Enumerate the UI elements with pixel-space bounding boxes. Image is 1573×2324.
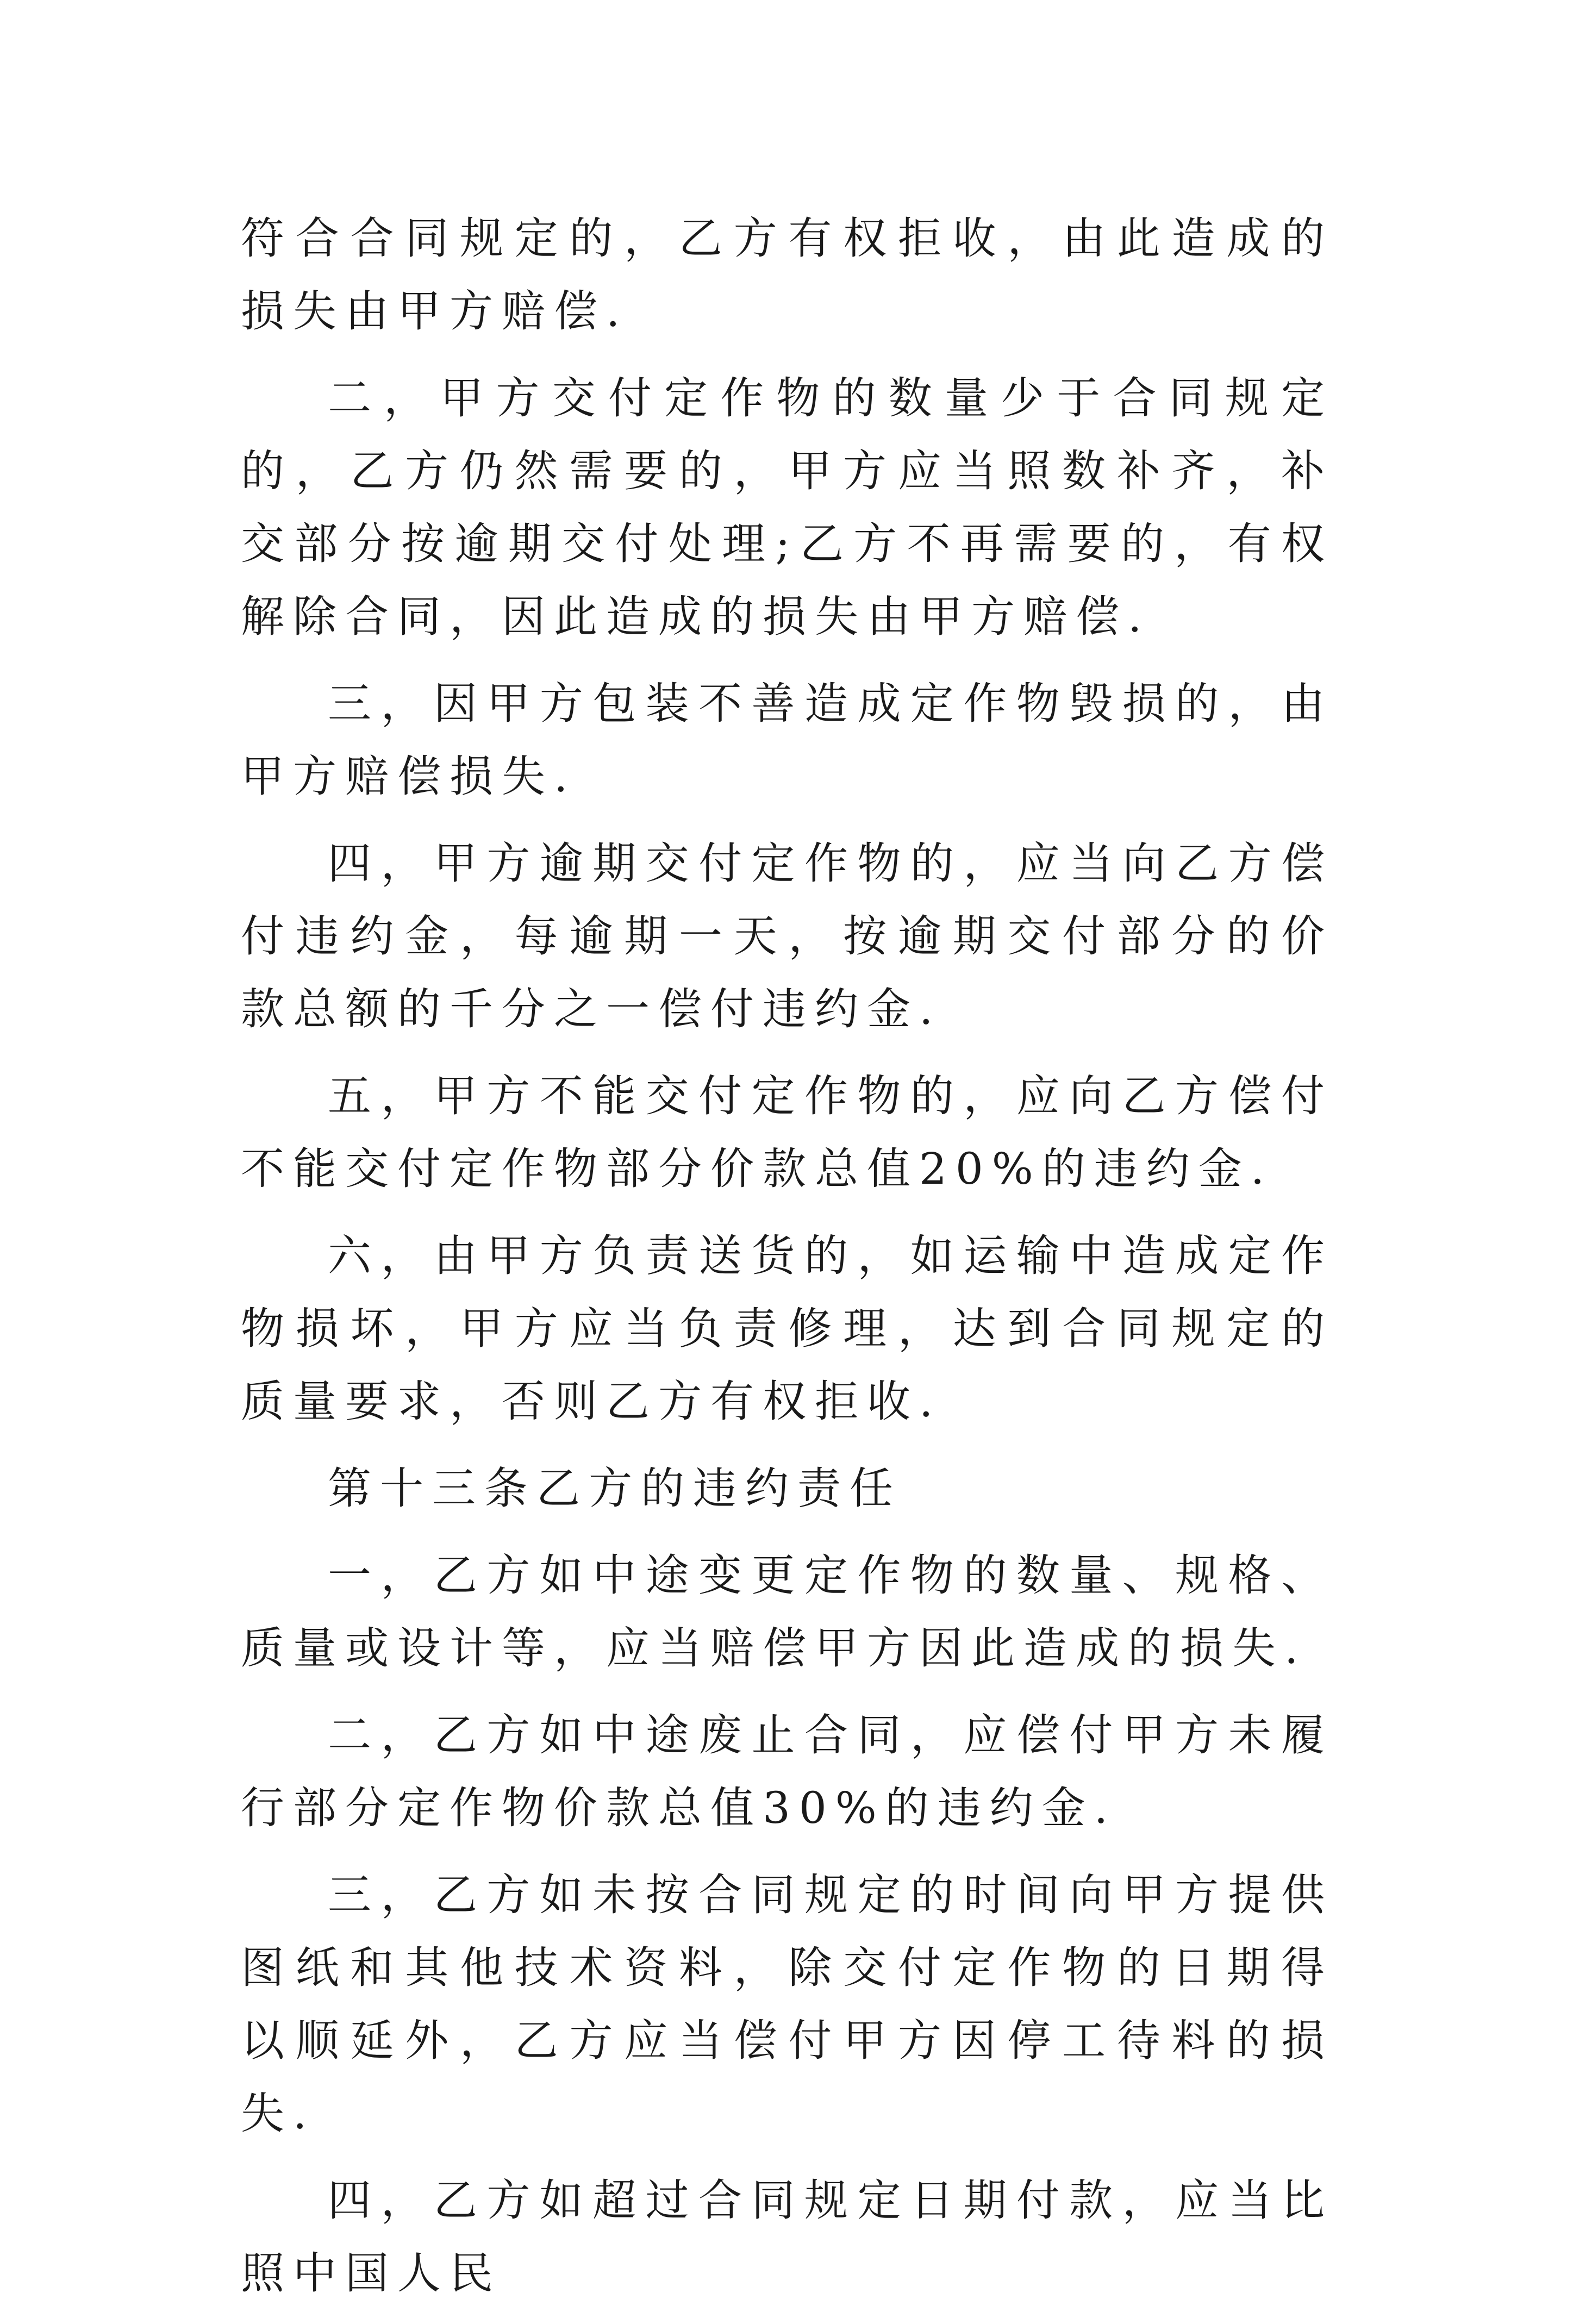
- paragraph-b-clause-2: 二，乙方如中途废止合同，应偿付甲方未履行部分定作物价款总值30%的违约金.: [241, 1710, 1333, 1833]
- document-body: [241, 202, 1333, 2324]
- paragraph-continuation: 符合合同规定的，乙方有权拒收，由此造成的损失由甲方赔偿.: [241, 213, 1333, 336]
- section-heading-article-13: 第十三条乙方的违约责任: [328, 1463, 902, 1514]
- paragraph-clause-5: 五，甲方不能交付定作物的，应向乙方偿付不能交付定作物部分价款总值20%的违约金.: [241, 1071, 1333, 1194]
- paragraph-clause-6: 六，由甲方负责送货的，如运输中造成定作物损坏，甲方应当负责修理，达到合同规定的质量要求，否则乙方有权拒收.: [241, 1230, 1333, 1427]
- paragraph-clause-4: 四，甲方逾期交付定作物的，应当向乙方偿付违约金，每逾期一天，按逾期交付部分的价款总额的千分之一偿付违约金.: [241, 838, 1333, 1034]
- paragraph-b-clause-1: 一，乙方如中途变更定作物的数量、规格、质量或设计等，应当赔偿甲方因此造成的损失.: [241, 1550, 1333, 1673]
- paragraph-clause-3: 三，因甲方包装不善造成定作物毁损的，由甲方赔偿损失.: [241, 678, 1333, 802]
- paragraph-clause-2: 二，甲方交付定作物的数量少于合同规定的，乙方仍然需要的，甲方应当照数补齐，补交部分按逾期交付处理;乙方不再需要的，有权解除合同，因此造成的损失由甲方赔偿.: [241, 373, 1333, 642]
- paragraph-b-clause-4: 四，乙方如超过合同规定日期付款，应当比照中国人民: [241, 2175, 1333, 2298]
- paragraph-b-clause-3: 三，乙方如未按合同规定的时间向甲方提供图纸和其他技术资料，除交付定作物的日期得以顺延外，乙方应当偿付甲方因停工待料的损失.: [241, 1870, 1333, 2139]
